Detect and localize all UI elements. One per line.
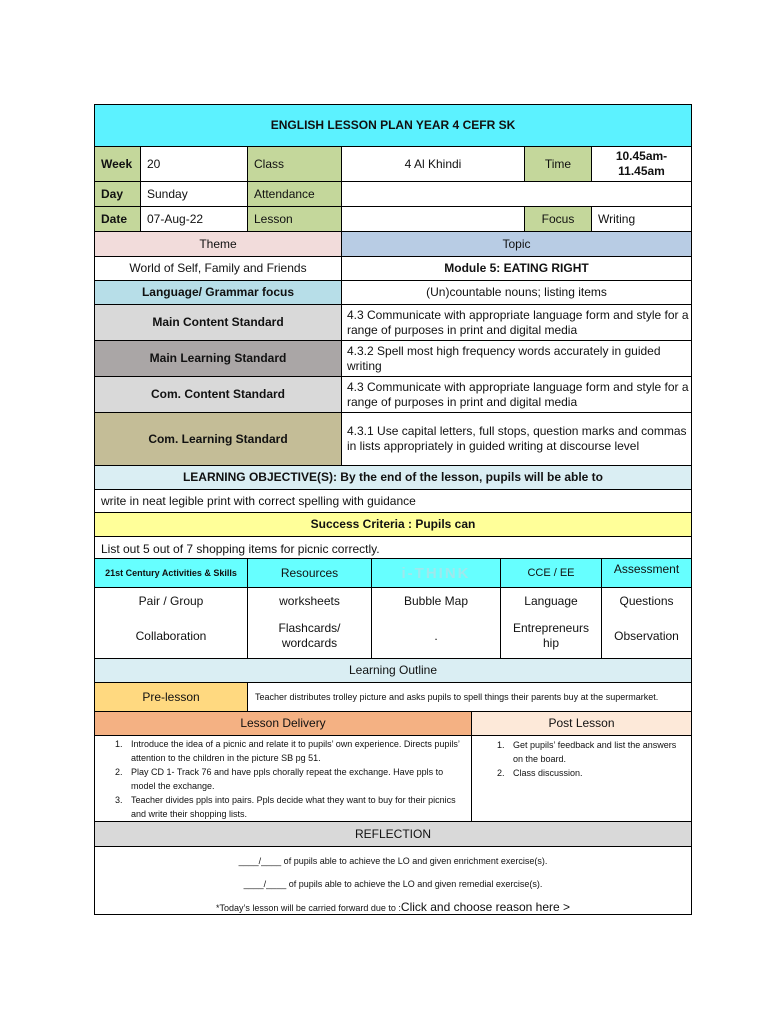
grammar-value[interactable]: (Un)countable nouns; listing items (342, 281, 691, 305)
date-label: Date (95, 207, 141, 232)
reflection-remedial-line[interactable]: ____/____ of pupils able to achieve the LO and given remedial exercise(s). (243, 879, 543, 889)
cce-cell[interactable]: Language (501, 588, 602, 614)
main-learning-standard-value[interactable]: 4.3.2 Spell most high frequency words accurately in guided writing (342, 341, 691, 377)
class-value[interactable]: 4 Al Khindi (342, 147, 525, 182)
lesson-delivery-label: Lesson Delivery (95, 712, 472, 736)
delivery-step: 2. Play CD 1- Track 76 and have ppls chorally repeat the exchange. Have ppls to model the exchange. (125, 765, 467, 793)
ithink-logo: i-THINK (401, 564, 471, 582)
assessment-header: Assessment (602, 559, 691, 588)
activity-cell[interactable]: Collaboration (95, 614, 248, 659)
pre-lesson-text[interactable]: Teacher distributes trolley picture and asks pupils to spell things their parents buy at the supermarket. (248, 683, 691, 712)
reflection-heading: REFLECTION (95, 822, 691, 847)
post-lesson-list (472, 736, 691, 822)
success-criteria-heading: Success Criteria : Pupils can (95, 513, 691, 537)
success-criteria-text[interactable]: List out 5 out of 7 shopping items for picnic correctly. (95, 537, 691, 559)
lesson-value[interactable] (342, 207, 525, 232)
learning-objective-text[interactable]: write in neat legible print with correct spelling with guidance (95, 490, 691, 513)
post-lesson-label: Post Lesson (472, 712, 691, 736)
week-value[interactable]: 20 (141, 147, 248, 182)
time-value[interactable]: 10.45am-11.45am (592, 147, 691, 182)
week-label: Week (95, 147, 141, 182)
learning-outline-heading: Learning Outline (95, 659, 691, 683)
com-learning-standard-value[interactable]: 4.3.1 Use capital letters, full stops, question marks and commas in lists appropriately in guided writing at discourse level (342, 413, 691, 466)
carry-forward-prefix: *Today’s lesson will be carried forward due to : (215, 903, 401, 913)
attendance-label: Attendance (248, 182, 342, 207)
attendance-value[interactable] (342, 182, 691, 207)
topic-header: Topic (342, 232, 691, 257)
lesson-label: Lesson (248, 207, 342, 232)
focus-label: Focus (525, 207, 592, 232)
reflection-enrichment-line[interactable]: ____/____ of pupils able to achieve the LO and given enrichment exercise(s). (238, 856, 548, 866)
ithink-header (372, 559, 501, 588)
class-label: Class (248, 147, 342, 182)
focus-value[interactable]: Writing (592, 207, 691, 232)
date-value[interactable]: 07-Aug-22 (141, 207, 248, 232)
resources-header: Resources (248, 559, 372, 588)
theme-header: Theme (95, 232, 342, 257)
main-content-standard-label: Main Content Standard (95, 305, 342, 341)
day-label: Day (95, 182, 141, 207)
main-learning-standard-label: Main Learning Standard (95, 341, 342, 377)
lesson-delivery-list (95, 736, 472, 822)
post-step: 1. Get pupils’ feedback and list the answers on the board. (507, 738, 683, 766)
reflection-body (95, 847, 691, 914)
main-content-standard-value[interactable]: 4.3 Communicate with appropriate language form and style for a range of purposes in print and digital media (342, 305, 691, 341)
grammar-label: Language/ Grammar focus (95, 281, 342, 305)
theme-value[interactable]: World of Self, Family and Friends (95, 257, 342, 281)
learning-objective-heading: LEARNING OBJECTIVE(S): By the end of the lesson, pupils will be able to (95, 466, 691, 490)
day-value[interactable]: Sunday (141, 182, 248, 207)
time-label: Time (525, 147, 592, 182)
reflection-carry-forward-line (216, 896, 570, 914)
lesson-plan-title: ENGLISH LESSON PLAN YEAR 4 CEFR SK (95, 105, 691, 147)
delivery-step: 3. Teacher divides ppls into pairs. Ppls decide what they want to buy for their picnics and write their shopping lists. (125, 793, 467, 821)
post-step: 2. Class discussion. (507, 766, 683, 780)
carry-forward-reason-dropdown[interactable]: Click and choose reason here > (400, 900, 571, 914)
assessment-cell[interactable]: Observation (602, 614, 691, 659)
pre-lesson-label: Pre-lesson (95, 683, 248, 712)
lesson-plan-table (94, 104, 692, 915)
activity-cell[interactable]: Pair / Group (95, 588, 248, 614)
ithink-cell[interactable]: . (372, 614, 501, 659)
delivery-step: 1. Introduce the idea of a picnic and relate it to pupils’ own experience. Directs pupils’ attention to the children in the picture SB pg 51. (125, 737, 467, 765)
com-learning-standard-label: Com. Learning Standard (95, 413, 342, 466)
com-content-standard-value[interactable]: 4.3 Communicate with appropriate language form and style for a range of purposes in print and digital media (342, 377, 691, 413)
cce-header: CCE / EE (501, 559, 602, 588)
cce-cell[interactable]: Entrepreneurs hip (501, 614, 602, 659)
topic-value[interactable]: Module 5: EATING RIGHT (342, 257, 691, 281)
ithink-cell[interactable]: Bubble Map (372, 588, 501, 614)
resource-cell[interactable]: worksheets (248, 588, 372, 614)
activities-header: 21st Century Activities & Skills (95, 559, 248, 588)
com-content-standard-label: Com. Content Standard (95, 377, 342, 413)
assessment-cell[interactable]: Questions (619, 593, 674, 608)
resource-cell[interactable]: Flashcards/ wordcards (248, 614, 372, 659)
